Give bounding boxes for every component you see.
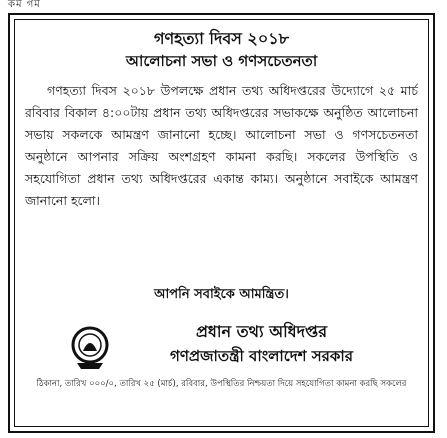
organization-name: প্রধান তথ্য অধিদপ্তর <box>195 322 327 341</box>
notice-body: গণহত্যা দিবস ২০১৮ উপলক্ষে প্রধান তথ্য অধিদপ্তরের উদ্যোগে ২৫ মার্চ রবিবার বিকাল ৪:০০টায় প্রধান তথ্য অধিদপ্তরের সভাকক্ষে অনুষ্ঠিত আলোচনা সভায় সকলকে আমন্ত্রণ জানানো হচ্ছে। আলোচনা সভা ও গণসচেতনতা অনুষ্ঠানে আপনার সক্রিয় অংশগ্রহণ কামনা করছি। সকলের উপস্থিতি ও সহযোগিতা প্রধান তথ্য অধিদপ্তরের একান্ত কাম্য। অনুষ্ঠানে সবাইকে আমন্ত্রণ জানানো হলো। <box>25 83 418 208</box>
clipped-header-fragment: কর্ম গর্ম <box>8 0 41 10</box>
notice-footer: ঠিকানা, তারিখ ০০০/০, তারিখ ২৫ (মার্চ), রবিবার, উপস্থিতির নিশ্চয়তা দিয়ে সহযোগিতা কামনা করছি সকলের <box>36 379 407 389</box>
organization-block <box>115 320 408 368</box>
notice-title: গণহত্যা দিবস ২০১৮ <box>153 29 290 48</box>
organization-ministry: গণপ্রজাতন্ত্রী বাংলাদেশ সরকার <box>170 347 353 365</box>
notice-frame <box>8 13 435 433</box>
notice-slogan: আপনি সবাইকে আমন্ত্রিত। <box>154 287 289 302</box>
government-seal-icon <box>69 323 111 373</box>
notice-inner-border <box>14 19 429 427</box>
notice-subtitle: আলোচনা সভা ও গণসচেতনতা <box>125 52 318 70</box>
